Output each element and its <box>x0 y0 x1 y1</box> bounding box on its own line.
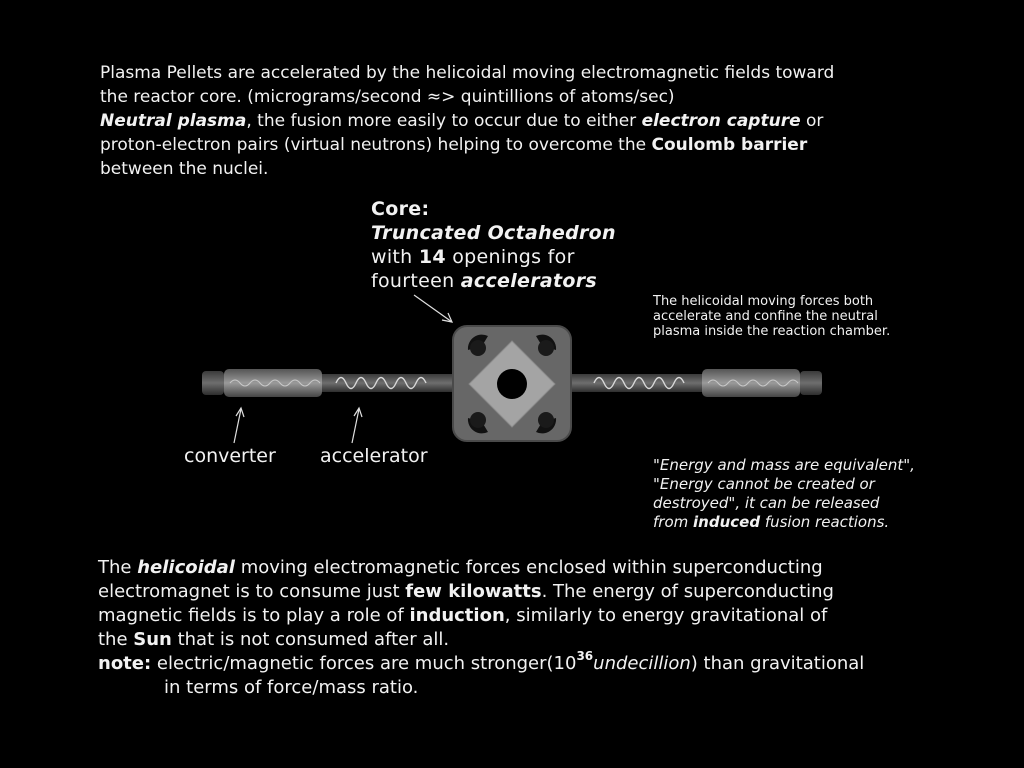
core-label <box>371 197 616 293</box>
quote-line-4 <box>653 513 915 532</box>
left-end-cap <box>202 371 224 395</box>
bottom-line-5 <box>98 649 865 676</box>
quote-line-4-c: fusion reactions. <box>760 513 890 531</box>
sun-term: Sun <box>133 629 172 650</box>
quote-line-1: "Energy and mass are equivalent", <box>653 456 915 474</box>
bottom-l3-c: , similarly to energy gravitational of <box>504 605 828 626</box>
intro-line-5: between the nuclei. <box>100 159 269 179</box>
induction-term: induction <box>409 605 505 626</box>
induced-term: induced <box>693 513 761 531</box>
core-line-3-a: with <box>371 246 419 268</box>
core-line-3 <box>371 245 616 269</box>
quote-line-3: destroyed", it can be released <box>653 494 880 512</box>
intro-line-1: Plasma Pellets are accelerated by the helicoidal moving electromagnetic fields toward <box>100 63 835 83</box>
exponent-36: 36 <box>576 649 594 663</box>
intro-line-3-tail: or <box>800 111 824 131</box>
electron-capture-term: electron capture <box>641 111 801 131</box>
helicoidal-term: helicoidal <box>137 557 235 578</box>
core-line-3-c: openings for <box>445 246 575 268</box>
bottom-line-1 <box>98 556 864 580</box>
helicoidal-forces-note <box>653 294 890 339</box>
core-subtitle: Truncated Octahedron <box>371 222 616 244</box>
core-truncated-octahedron <box>453 326 571 441</box>
bottom-l2-a: electromagnet is to consume just <box>98 581 406 602</box>
bottom-line-2 <box>98 580 864 604</box>
bottom-line-3 <box>98 604 864 628</box>
core-line-4-a: fourteen <box>371 270 461 292</box>
right-note-line-3: plasma inside the reaction chamber. <box>653 324 891 339</box>
core-title: Core: <box>371 198 430 220</box>
bottom-l1-a: The <box>98 557 138 578</box>
right-note-line-2: accelerate and confine the neutral <box>653 309 878 324</box>
bottom-paragraph <box>98 556 864 700</box>
bottom-l4-a: the <box>98 629 134 650</box>
undecillion-term: undecillion <box>593 653 691 674</box>
accelerators-term: accelerators <box>460 270 598 292</box>
coulomb-barrier-term: Coulomb barrier <box>651 135 808 155</box>
neutral-plasma-term: Neutral plasma <box>100 111 247 131</box>
intro-line-3-text: , the fusion more easily to occur due to either <box>246 111 642 131</box>
left-accelerator-tube <box>322 374 452 392</box>
bottom-line-6: in terms of force/mass ratio. <box>164 677 419 698</box>
core-openings-count: 14 <box>418 246 446 268</box>
intro-line-2: the reactor core. (micrograms/second ≈> quintillions of atoms/sec) <box>100 87 675 107</box>
quote-line-4-a: from <box>653 513 694 531</box>
right-end-cap <box>800 371 822 395</box>
bottom-l5-b: electric/magnetic forces are much stronger(10 <box>151 653 577 674</box>
core-line-4 <box>371 269 616 293</box>
quote-line-2: "Energy cannot be created or <box>653 475 875 493</box>
intro-line-4-text: proton-electron pairs (virtual neutrons) helping to overcome the <box>100 135 652 155</box>
bottom-l3-a: magnetic fields is to play a role of <box>98 605 410 626</box>
few-kilowatts-term: few kilowatts <box>405 581 542 602</box>
bottom-line-4 <box>98 628 864 652</box>
core-pointer-arrow <box>414 295 452 322</box>
right-accelerator-tube <box>570 374 702 392</box>
bottom-l2-c: . The energy of superconducting <box>541 581 834 602</box>
accelerator-label: accelerator <box>320 445 428 467</box>
energy-quote <box>653 456 915 532</box>
right-converter <box>702 369 800 397</box>
converter-label: converter <box>184 445 276 467</box>
bottom-l1-c: moving electromagnetic forces enclosed within superconducting <box>234 557 823 578</box>
right-note-line-1: The helicoidal moving forces both <box>653 294 874 309</box>
left-converter <box>224 369 322 397</box>
bottom-l5-d: ) than gravitational <box>690 653 865 674</box>
note-label: note: <box>98 653 152 674</box>
bottom-l4-c: that is not consumed after all. <box>171 629 450 650</box>
